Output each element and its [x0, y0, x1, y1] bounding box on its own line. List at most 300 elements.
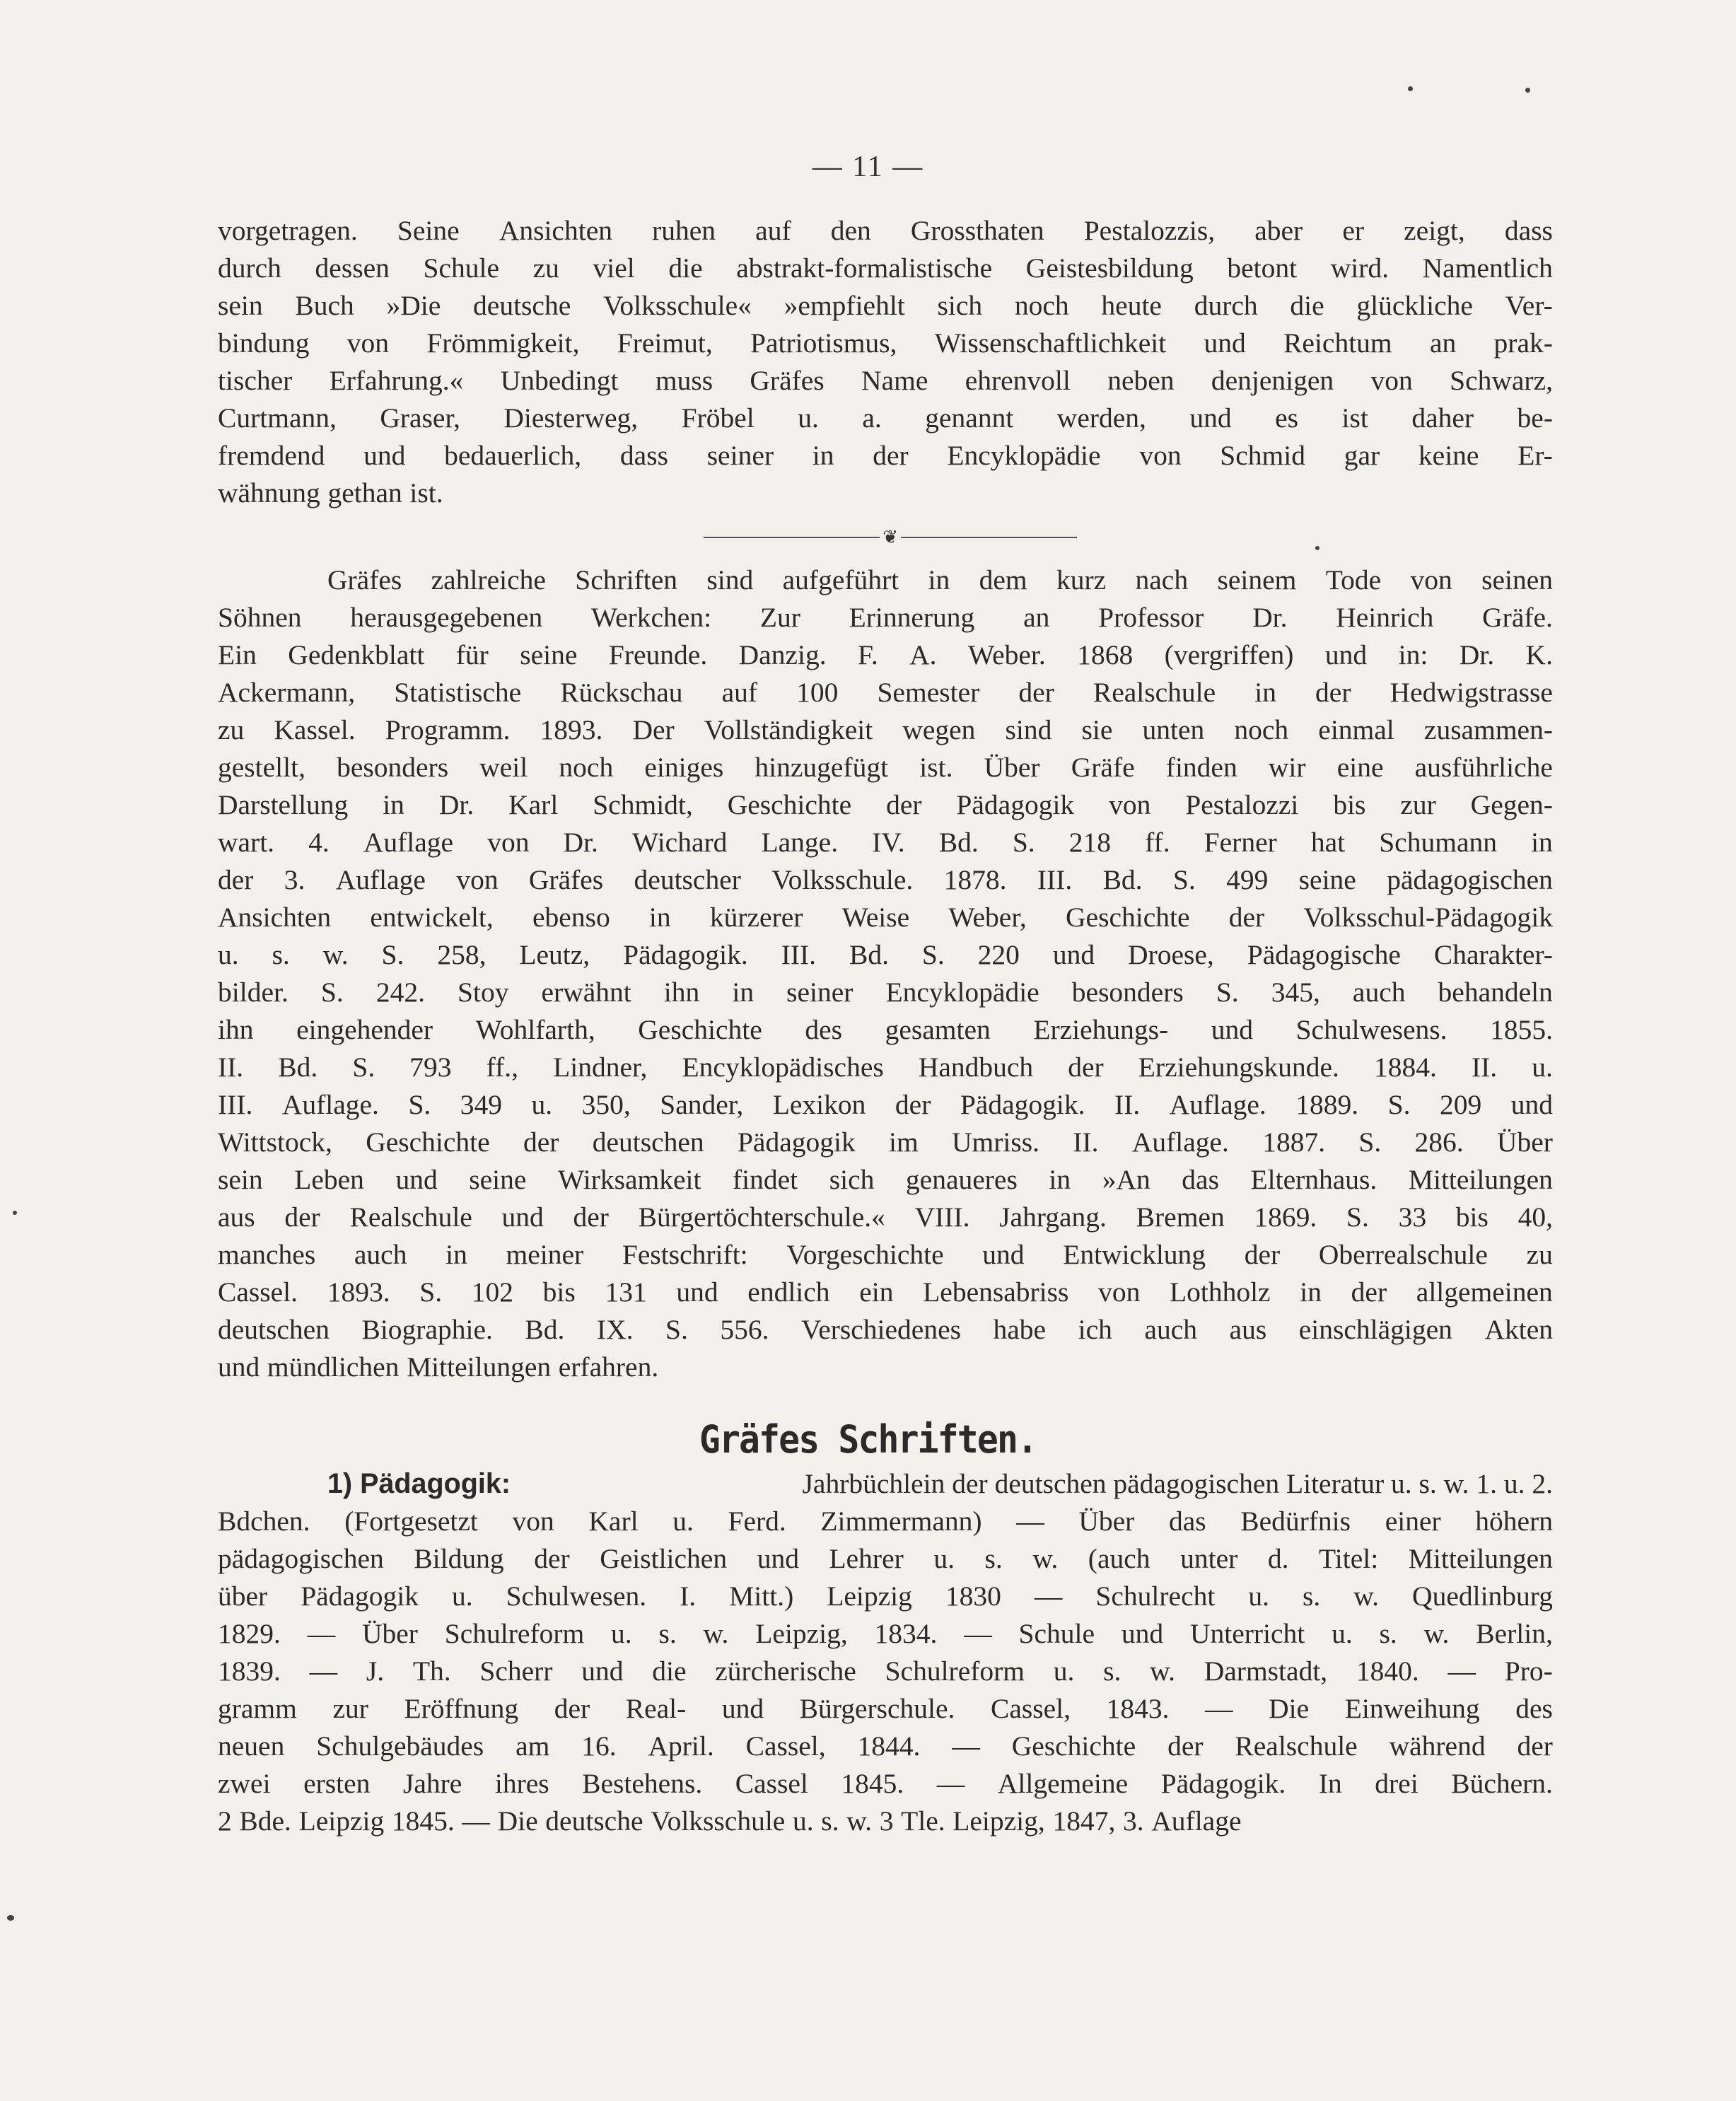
word: u.	[611, 1618, 632, 1649]
word: deutsche	[473, 290, 571, 321]
word: 220	[977, 939, 1020, 970]
word: und	[581, 1655, 624, 1687]
word: ebenso	[532, 902, 610, 933]
word: Wirksamkeit	[558, 1164, 701, 1195]
word: Gegen-	[1470, 789, 1553, 820]
text-line	[218, 1540, 1553, 1578]
text-line	[218, 1690, 1553, 1728]
word: Cassel	[735, 1768, 808, 1799]
writings-lines	[218, 1503, 1553, 1840]
text-line	[218, 1803, 1553, 1840]
word: Allgemeine	[997, 1768, 1129, 1799]
word: Bd.	[525, 1314, 565, 1345]
word: Ackermann,	[218, 677, 356, 708]
word: Festschrift:	[622, 1239, 748, 1270]
word: ersten	[303, 1768, 371, 1799]
word: Über	[1078, 1506, 1135, 1537]
word: zahlreiche	[431, 564, 546, 595]
word: Pädagogik.	[623, 939, 748, 970]
word: endlich	[747, 1276, 830, 1308]
word: »empfiehlt	[783, 290, 905, 321]
word: bindung	[218, 327, 310, 359]
word: Darmstadt,	[1204, 1655, 1328, 1687]
word: Fröbel	[681, 402, 755, 433]
word: und	[982, 1239, 1025, 1270]
word: noch	[1234, 714, 1289, 745]
word: Geschichte	[1066, 902, 1190, 933]
word: S.	[352, 1052, 375, 1083]
word: Geschichte	[366, 1127, 490, 1158]
word: II.	[1073, 1127, 1099, 1158]
word: Volksschul-Pädagogik	[1303, 902, 1553, 933]
word: Bremen	[1136, 1201, 1225, 1233]
word: 1830	[945, 1581, 1001, 1612]
word: kürzerer	[709, 902, 803, 933]
word: 1893.	[540, 714, 603, 745]
word: unten	[1142, 714, 1205, 745]
word: prak-	[1493, 327, 1553, 359]
section-heading: Gräfes Schriften.	[699, 1417, 1037, 1462]
word: Über	[984, 752, 1040, 783]
word: 1878.	[943, 864, 1007, 895]
word: Lexikon	[772, 1089, 866, 1120]
word: 258,	[437, 939, 487, 970]
word: 218	[1068, 827, 1111, 858]
word: —	[309, 1655, 338, 1687]
word: von	[1370, 365, 1413, 396]
word: Er-	[1517, 440, 1553, 471]
word: ich	[1078, 1314, 1112, 1345]
word: während	[1389, 1730, 1486, 1762]
scan-speck	[7, 1915, 14, 1921]
word: deutschen	[592, 1127, 704, 1158]
word: Zur	[759, 602, 800, 633]
word: 131	[605, 1276, 647, 1308]
word: gestellt,	[218, 752, 305, 783]
word: u.	[451, 1581, 473, 1612]
word: Wittstock,	[218, 1127, 332, 1158]
word: Bildung	[414, 1543, 504, 1574]
word: Grossthaten	[910, 215, 1044, 246]
word: und	[1052, 939, 1095, 970]
word: Volksschule	[651, 1805, 786, 1837]
word: Karl	[508, 789, 559, 820]
word: IX.	[596, 1314, 634, 1345]
word: ihres	[494, 1768, 549, 1799]
word: Professor	[1098, 602, 1204, 633]
word: Schwarz,	[1450, 365, 1553, 396]
word: 1839.	[218, 1655, 281, 1687]
word: 345,	[1271, 977, 1320, 1008]
word: —	[964, 1618, 992, 1649]
word: In	[1318, 1768, 1342, 1799]
text-line	[218, 1465, 1553, 1503]
word: hinzugefügt	[755, 752, 889, 783]
word: Bdchen.	[218, 1506, 310, 1537]
word: 1855.	[1490, 1014, 1553, 1045]
word: Namentlich	[1422, 252, 1553, 284]
word: April.	[648, 1730, 714, 1762]
word: denjenigen	[1211, 365, 1334, 396]
scan-speck	[1525, 88, 1530, 93]
word: s.	[821, 1805, 839, 1837]
word: besonders	[337, 752, 449, 783]
word: Dr.	[1459, 639, 1495, 670]
word: Auflage	[1151, 1805, 1242, 1837]
word: durch	[1194, 290, 1258, 321]
word: pädagogischen	[1387, 864, 1553, 895]
word: Bd.	[849, 939, 889, 970]
word: Heinrich	[1336, 602, 1434, 633]
word: Volksschule.	[771, 864, 914, 895]
word: —	[952, 1730, 980, 1762]
word: Bd.	[1102, 864, 1143, 895]
word: Erinnerung	[849, 602, 975, 633]
word: u.	[1332, 1618, 1353, 1649]
word: ist.	[919, 752, 953, 783]
word: Leutz,	[519, 939, 590, 970]
word: w.	[1353, 1581, 1380, 1612]
word: und	[1189, 402, 1232, 433]
word: ff.,	[486, 1052, 518, 1083]
word: Quedlinburg	[1412, 1581, 1553, 1612]
word: u.	[1053, 1655, 1075, 1687]
word: II.	[1471, 1052, 1498, 1083]
word: ehrenvoll	[965, 365, 1071, 396]
word: seiner	[706, 440, 774, 471]
word: Tle.	[901, 1805, 945, 1837]
word: S.	[408, 1089, 431, 1120]
word: Leipzig,	[953, 1805, 1045, 1837]
word: gramm	[218, 1693, 297, 1724]
word: bis	[542, 1276, 576, 1308]
word: höhern	[1475, 1506, 1553, 1537]
word: Weise	[841, 902, 910, 933]
word: Die	[1269, 1693, 1310, 1724]
word: Leipzig,	[755, 1618, 848, 1649]
word: 1847,	[1052, 1805, 1116, 1837]
word: Graser,	[380, 402, 460, 433]
word: dem	[979, 564, 1027, 595]
word: Auflage.	[1131, 1127, 1229, 1158]
word: Söhnen	[218, 602, 302, 633]
word: abstrakt-formalistische	[736, 252, 993, 284]
word: 1843.	[1106, 1693, 1170, 1724]
word: bedauerlich,	[444, 440, 582, 471]
word: w.	[1150, 1655, 1175, 1687]
word: u.	[672, 1506, 694, 1537]
word: pädagogischen	[218, 1543, 384, 1574]
text-line	[218, 287, 1553, 325]
text-line	[218, 1349, 1553, 1386]
word: Rückschau	[560, 677, 683, 708]
word: Schulwesen.	[506, 1581, 647, 1612]
word: III.	[781, 939, 817, 970]
word: Lange.	[761, 827, 839, 858]
word: Encyklopädie	[885, 977, 1039, 1008]
word: Titel:	[1319, 1543, 1379, 1574]
word: seine	[469, 1164, 527, 1195]
word: Pädagogik	[737, 1127, 856, 1158]
text-line	[218, 824, 1553, 861]
word: Encyklopädisches	[682, 1052, 884, 1083]
text-line	[218, 1236, 1553, 1274]
word: tischer	[218, 365, 293, 396]
word: F.	[858, 639, 878, 670]
word: der	[1068, 1052, 1104, 1083]
word: noch	[1014, 290, 1069, 321]
word: S.	[320, 977, 344, 1008]
word: Programm.	[385, 714, 511, 745]
word: Jahrgang.	[999, 1201, 1107, 1233]
word: Einweihung	[1344, 1693, 1480, 1724]
word: bis	[1455, 1201, 1489, 1233]
word: 2	[218, 1805, 232, 1837]
word: und	[1121, 1618, 1164, 1649]
word: zur	[332, 1693, 368, 1724]
word: an	[1429, 327, 1457, 359]
word: s.	[984, 1543, 1003, 1574]
word: Wichard	[632, 827, 728, 858]
word: —	[1447, 1655, 1476, 1687]
word: 242.	[375, 977, 425, 1008]
word: deutscher	[634, 864, 741, 895]
word: aus	[1229, 1314, 1267, 1345]
word: betont	[1227, 252, 1298, 284]
word: Schule	[1018, 1618, 1095, 1649]
word: Geschichte	[727, 789, 852, 820]
word: Zimmermann)	[820, 1506, 982, 1537]
word: daher	[1411, 402, 1474, 433]
word: Auflage.	[1169, 1089, 1266, 1120]
word: S.	[921, 939, 945, 970]
word: zusammen-	[1423, 714, 1553, 745]
word: Realschule	[1235, 1730, 1358, 1762]
word: Werkchen:	[590, 602, 712, 633]
word: meiner	[506, 1239, 584, 1270]
word: Semester	[877, 677, 980, 708]
word: be-	[1517, 402, 1553, 433]
word: Frömmigkeit,	[426, 327, 580, 359]
word: der	[534, 1543, 570, 1574]
word: eine	[1336, 752, 1384, 783]
word: a.	[862, 402, 882, 433]
word: in	[928, 564, 950, 595]
word: in	[812, 440, 834, 471]
word: zu	[532, 252, 559, 284]
word: Bde.	[239, 1805, 291, 1837]
word: Gräfes	[750, 365, 825, 396]
word: Ein	[218, 639, 257, 670]
text-line	[218, 400, 1553, 437]
word: noch	[559, 752, 614, 783]
word: die	[652, 1655, 687, 1687]
word: Entwicklung	[1063, 1239, 1206, 1270]
text-line	[218, 362, 1553, 400]
word: Diesterweg,	[503, 402, 639, 433]
word: Geschichte	[1011, 1730, 1136, 1762]
word: Schulreform	[885, 1655, 1025, 1687]
word: am	[515, 1730, 550, 1762]
word: weil	[479, 752, 528, 783]
word: S.	[1012, 827, 1035, 858]
word: auf	[721, 677, 758, 708]
word: —	[307, 1618, 336, 1649]
text-line	[218, 861, 1553, 899]
word: VIII.	[914, 1201, 970, 1233]
word: Cassel,	[991, 1693, 1071, 1724]
word: d.	[1267, 1543, 1289, 1574]
word: wegen	[902, 714, 976, 745]
word: in	[1254, 677, 1276, 708]
word: 350,	[581, 1089, 631, 1120]
word: habe	[993, 1314, 1047, 1345]
word: der	[554, 1693, 590, 1724]
word: Wissenschaftlichkeit	[934, 327, 1167, 359]
word: 33	[1398, 1201, 1427, 1233]
text-line	[218, 1311, 1553, 1349]
word: in	[1049, 1164, 1071, 1195]
word: hat	[1310, 827, 1346, 858]
word: 1869.	[1254, 1201, 1317, 1233]
word: Curtmann,	[218, 402, 337, 433]
word: der	[1517, 1730, 1553, 1762]
word: des	[805, 1014, 842, 1045]
word: 16.	[581, 1730, 617, 1762]
text-line	[218, 1728, 1553, 1765]
word: gar	[1344, 440, 1380, 471]
word: glückliche	[1356, 290, 1473, 321]
word: der	[895, 1089, 931, 1120]
word: Danzig.	[738, 639, 827, 670]
word: besonders	[1071, 977, 1184, 1008]
word: von	[1109, 789, 1151, 820]
word: wähnung	[218, 477, 320, 508]
word: Dr.	[1252, 602, 1288, 633]
word: der	[1351, 1276, 1387, 1308]
text-line	[218, 1199, 1553, 1236]
word: Schulgebäudes	[316, 1730, 484, 1762]
word: 499	[1226, 864, 1269, 895]
word: und	[501, 1201, 544, 1233]
word: von	[1410, 564, 1452, 595]
word: es	[1275, 402, 1299, 433]
word: deutschen	[218, 1314, 330, 1345]
word: Weber,	[948, 902, 1027, 933]
word: Stoy	[458, 977, 509, 1008]
word: Jahre	[402, 1768, 462, 1799]
word: sich	[829, 1164, 875, 1195]
text-line	[218, 437, 1553, 475]
word: ihn	[663, 977, 700, 1008]
word: II.	[1114, 1089, 1141, 1120]
word: auch	[1144, 1314, 1197, 1345]
word: Seine	[397, 215, 460, 246]
word: S.	[419, 1276, 443, 1308]
text-line	[218, 749, 1553, 786]
word: Mitteilungen	[407, 1351, 552, 1383]
word: das	[1182, 1164, 1219, 1195]
word: in	[732, 977, 755, 1008]
word: Mitteilungen	[1408, 1164, 1553, 1195]
word: Cassel,	[745, 1730, 826, 1762]
word: muss	[655, 365, 713, 396]
word: allgemeinen	[1416, 1276, 1553, 1308]
word: K.	[1525, 639, 1553, 670]
word: Handbuch	[918, 1052, 1034, 1083]
word: u.	[218, 939, 239, 970]
word: mündlichen	[267, 1351, 400, 1383]
word: (Fortgesetzt	[344, 1506, 478, 1537]
word: J.	[366, 1655, 385, 1687]
word: S.	[1346, 1201, 1369, 1233]
word: aber	[1254, 215, 1303, 246]
word: 3	[879, 1805, 894, 1837]
paragraph-writings-list	[218, 1465, 1553, 1840]
word: Name	[861, 365, 928, 396]
word: ruhen	[652, 215, 716, 246]
word: Encyklopädie	[947, 440, 1101, 471]
divider-ornament-icon: ❦	[882, 527, 898, 547]
word: und	[218, 1351, 260, 1383]
word: Bedürfnis	[1240, 1506, 1351, 1537]
word: 100	[796, 677, 839, 708]
word: Pestalozzi	[1185, 789, 1299, 820]
word: Ferd.	[728, 1506, 786, 1537]
word: und	[721, 1693, 764, 1724]
text-line	[218, 475, 1553, 512]
word: 1829.	[218, 1618, 281, 1649]
word: dass	[619, 440, 668, 471]
word: in	[1300, 1276, 1322, 1308]
scan-speck	[1315, 546, 1320, 550]
word: Bürgerschule.	[799, 1693, 955, 1724]
text-line	[218, 1011, 1553, 1049]
word: drei	[1375, 1768, 1418, 1799]
word: bilder.	[218, 977, 289, 1008]
text-line	[218, 1765, 1553, 1803]
text-line	[218, 1161, 1553, 1199]
word: sein	[218, 1164, 263, 1195]
word: 3.	[1122, 1805, 1144, 1837]
word: dass	[1504, 215, 1553, 246]
word: zu	[1526, 1239, 1553, 1270]
word: die	[668, 252, 703, 284]
word: 1845.	[391, 1805, 455, 1837]
word: herausgegebenen	[350, 602, 543, 633]
word: s.	[1302, 1581, 1321, 1612]
word: Lothholz	[1169, 1276, 1271, 1308]
word: eingehender	[296, 1014, 433, 1045]
word: Gräfe	[1071, 752, 1135, 783]
word: Sander,	[660, 1089, 744, 1120]
word: (vergriffen)	[1164, 639, 1294, 670]
word: ausführliche	[1414, 752, 1553, 783]
word: manches	[218, 1239, 316, 1270]
text-line	[218, 561, 1553, 599]
word: s.	[1103, 1655, 1122, 1687]
word: über	[218, 1581, 268, 1612]
word: wart.	[218, 827, 275, 858]
word: in	[445, 1239, 467, 1270]
word: der	[873, 440, 909, 471]
word: Freunde.	[608, 639, 708, 670]
word: 4.	[308, 827, 330, 858]
word: Bd.	[938, 827, 979, 858]
word: S.	[1358, 1127, 1382, 1158]
word: genaueres	[905, 1164, 1018, 1195]
word: wird.	[1330, 252, 1390, 284]
